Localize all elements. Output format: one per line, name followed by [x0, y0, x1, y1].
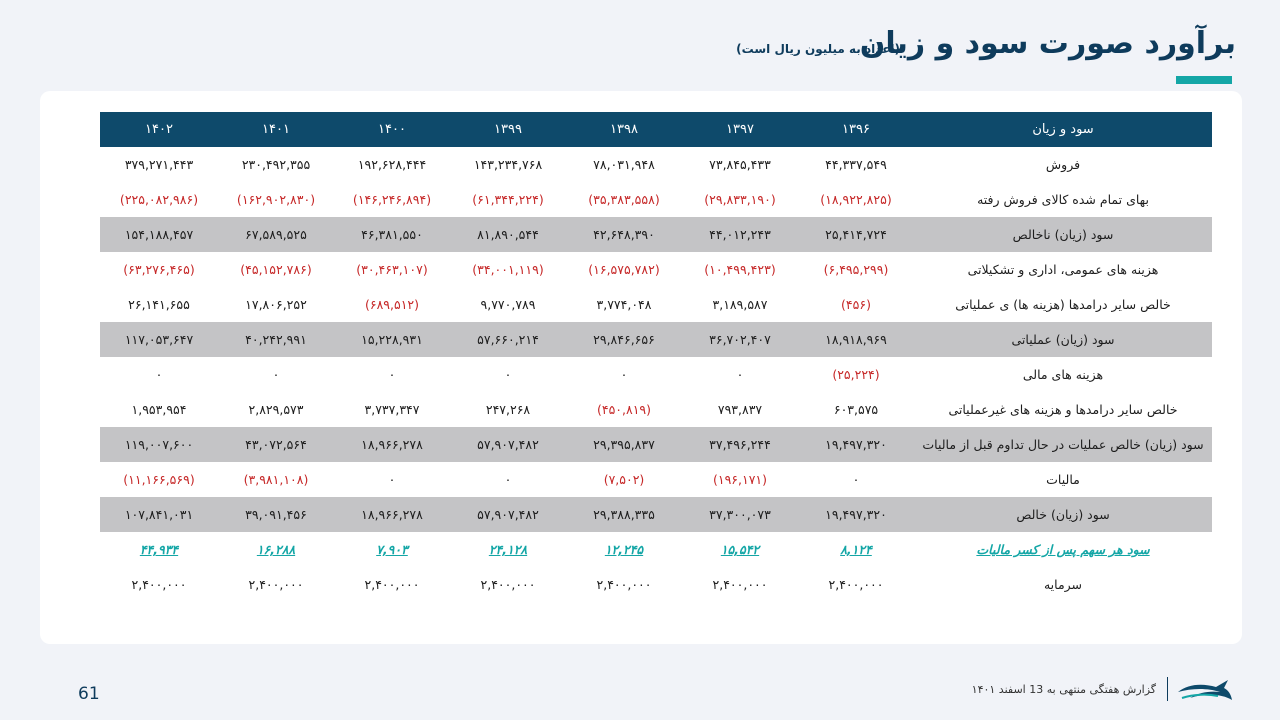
- row-value: (۱۸,۹۲۲,۸۲۵): [820, 192, 892, 207]
- row-value: ۸۱,۸۹۰,۵۴۴: [450, 217, 566, 252]
- row-label: فروش: [1045, 157, 1081, 172]
- row-value: ۴۴,۰۱۲,۲۴۳: [682, 217, 798, 252]
- row-value: (۲۵,۲۲۴): [832, 367, 880, 382]
- row-value: ۶۰۳,۵۷۵: [833, 402, 879, 417]
- row-value: ۴۴,۹۳۴: [139, 542, 179, 557]
- row-value: ۲۶,۱۴۱,۶۵۵: [128, 297, 190, 312]
- table-row: [100, 462, 1212, 497]
- row-value: (۶۳,۲۷۶,۴۶۵): [123, 262, 195, 277]
- table-row: [100, 287, 1212, 322]
- row-value: (۲۹,۸۳۳,۱۹۰): [704, 192, 776, 207]
- row-value: (۶۱,۳۴۴,۲۲۴): [472, 192, 544, 207]
- row-value: ۰: [272, 367, 280, 382]
- row-value: ۱۷,۸۰۶,۲۵۲: [245, 297, 307, 312]
- row-value: ۱۱۹,۰۰۷,۶۰۰: [100, 427, 218, 462]
- column-header-year: ۱۳۹۹: [450, 112, 566, 147]
- row-value: ۲,۴۰۰,۰۰۰: [712, 577, 768, 592]
- row-label: سود (زیان) خالص: [914, 497, 1212, 532]
- row-value: (۳۵,۳۸۳,۵۵۸): [588, 192, 660, 207]
- page-number: 61: [78, 684, 100, 704]
- row-value: (۴۵,۱۵۲,۷۸۶): [240, 262, 312, 277]
- row-value: ۱۵۴,۱۸۸,۴۵۷: [100, 217, 218, 252]
- row-value: ۱۲,۲۴۵: [604, 542, 644, 557]
- row-value: ۱۹,۴۹۷,۳۲۰: [798, 497, 914, 532]
- row-label: بهای تمام شده کالای فروش رفته: [977, 192, 1149, 207]
- row-value: ۴۴,۳۳۷,۵۴۹: [825, 157, 887, 172]
- row-value: ۲,۸۲۹,۵۷۳: [248, 402, 304, 417]
- table-header-row: [100, 112, 1212, 147]
- row-label: سود (زیان) عملیاتی: [914, 322, 1212, 357]
- row-value: (۳,۹۸۱,۱۰۸): [243, 472, 309, 487]
- row-label: سود (زیان) ناخالص: [914, 217, 1212, 252]
- row-value: ۰: [504, 472, 512, 487]
- row-value: ۰: [388, 472, 396, 487]
- row-label: مالیات: [1046, 472, 1080, 487]
- row-value: (۷,۵۰۲): [603, 472, 645, 487]
- column-header-year: ۱۳۹۶: [798, 112, 914, 147]
- row-value: ۱۹۲,۶۲۸,۴۴۴: [357, 157, 427, 172]
- row-value: ۱۵,۲۲۸,۹۳۱: [334, 322, 450, 357]
- row-value: ۳,۷۳۷,۳۴۷: [364, 402, 420, 417]
- row-value: (۳۰,۴۶۳,۱۰۷): [356, 262, 428, 277]
- column-header-label: سود و زیان: [914, 112, 1212, 147]
- row-value: ۲,۴۰۰,۰۰۰: [364, 577, 420, 592]
- row-value: ۲۴۷,۲۶۸: [485, 402, 531, 417]
- column-header-year: ۱۴۰۱: [218, 112, 334, 147]
- row-value: (۲۲۵,۰۸۲,۹۸۶): [119, 192, 199, 207]
- row-value: ۰: [504, 367, 512, 382]
- row-value: ۱۴۳,۲۳۴,۷۶۸: [473, 157, 543, 172]
- row-label: سود هر سهم پس از کسر مالیات: [976, 542, 1150, 557]
- table-row: [100, 392, 1212, 427]
- row-value: (۱۱,۱۶۶,۵۶۹): [123, 472, 195, 487]
- row-value: ۱۰۷,۸۴۱,۰۳۱: [100, 497, 218, 532]
- row-value: (۴۵۰,۸۱۹): [596, 402, 652, 417]
- table-row: [100, 427, 1212, 462]
- table-row: [100, 357, 1212, 392]
- row-value: (۱۶۲,۹۰۲,۸۳۰): [236, 192, 316, 207]
- row-value: ۲,۴۰۰,۰۰۰: [596, 577, 652, 592]
- row-label: خالص سایر درامدها و هزینه های غیرعملیاتی: [948, 402, 1178, 417]
- row-value: ۰: [155, 367, 163, 382]
- row-value: ۰: [388, 367, 396, 382]
- income-statement-table: [100, 112, 1212, 602]
- table-body: [100, 147, 1212, 602]
- row-value: ۶۷,۵۸۹,۵۲۵: [218, 217, 334, 252]
- row-value: ۲۹,۳۹۵,۸۳۷: [566, 427, 682, 462]
- row-value: ۴۰,۲۴۲,۹۹۱: [218, 322, 334, 357]
- table-row: [100, 497, 1212, 532]
- row-value: ۳,۷۷۴,۰۴۸: [596, 297, 652, 312]
- row-value: (۱۶,۵۷۵,۷۸۲): [588, 262, 660, 277]
- row-value: ۵۷,۹۰۷,۴۸۲: [450, 427, 566, 462]
- row-value: (۱۴۶,۲۴۶,۸۹۴): [352, 192, 432, 207]
- row-value: ۵۷,۶۶۰,۲۱۴: [450, 322, 566, 357]
- column-header-year: ۱۳۹۷: [682, 112, 798, 147]
- footer-report-text: گزارش هفتگی منتهی به 13 اسفند ۱۴۰۱: [971, 683, 1156, 696]
- row-value: ۲۵,۴۱۴,۷۲۴: [798, 217, 914, 252]
- row-label: هزینه های مالی: [1022, 367, 1104, 382]
- row-value: ۷,۹۰۳: [376, 542, 408, 557]
- row-value: ۲,۴۰۰,۰۰۰: [248, 577, 304, 592]
- row-value: ۲۹,۳۸۸,۳۳۵: [566, 497, 682, 532]
- row-value: ۰: [852, 472, 860, 487]
- row-value: (۱۰,۴۹۹,۴۲۳): [704, 262, 776, 277]
- row-value: ۴۲,۶۴۸,۳۹۰: [566, 217, 682, 252]
- table-row: [100, 532, 1212, 567]
- table-row: [100, 567, 1212, 602]
- row-value: ۲,۴۰۰,۰۰۰: [828, 577, 884, 592]
- row-value: ۱۸,۹۶۶,۲۷۸: [334, 427, 450, 462]
- row-value: ۰: [620, 367, 628, 382]
- row-value: ۰: [736, 367, 744, 382]
- table-row: [100, 217, 1212, 252]
- row-label: سرمایه: [1043, 577, 1083, 592]
- column-header-year: ۱۳۹۸: [566, 112, 682, 147]
- table-row: [100, 252, 1212, 287]
- row-value: (۱۹۶,۱۷۱): [712, 472, 768, 487]
- table-row: [100, 322, 1212, 357]
- row-value: ۱۸,۹۶۶,۲۷۸: [334, 497, 450, 532]
- row-value: ۲۹,۸۴۶,۶۵۶: [566, 322, 682, 357]
- page-subtitle: (اعداد به میلیون ریال است): [736, 42, 900, 56]
- row-value: ۱۶,۲۸۸: [256, 542, 296, 557]
- row-value: ۱۹,۴۹۷,۳۲۰: [798, 427, 914, 462]
- row-value: ۳۷,۴۹۶,۲۴۴: [682, 427, 798, 462]
- table-card: [40, 91, 1242, 644]
- row-value: ۳,۱۸۹,۵۸۷: [712, 297, 768, 312]
- row-value: ۲۳۰,۴۹۲,۳۵۵: [241, 157, 311, 172]
- row-value: (۶۸۹,۵۱۲): [364, 297, 420, 312]
- row-label: خالص سایر درامدها (هزینه ها) ی عملیاتی: [955, 297, 1171, 312]
- row-value: ۱۱۷,۰۵۳,۶۴۷: [100, 322, 218, 357]
- row-value: ۹,۷۷۰,۷۸۹: [480, 297, 536, 312]
- row-value: ۳۷۹,۲۷۱,۴۴۳: [124, 157, 194, 172]
- row-value: ۳۷,۳۰۰,۰۷۳: [682, 497, 798, 532]
- bird-logo-icon: [1176, 674, 1234, 704]
- row-value: (۶,۴۹۵,۲۹۹): [823, 262, 889, 277]
- row-value: ۷۸,۰۳۱,۹۴۸: [593, 157, 655, 172]
- page-title: برآورد صورت سود و زیان: [859, 26, 1236, 61]
- row-value: ۱,۹۵۳,۹۵۴: [131, 402, 187, 417]
- row-value: ۷۳,۸۴۵,۴۳۳: [709, 157, 771, 172]
- table-row: [100, 147, 1212, 182]
- row-label: هزینه های عمومی، اداری و تشکیلاتی: [967, 262, 1159, 277]
- column-header-year: ۱۴۰۰: [334, 112, 450, 147]
- row-value: (۴۵۶): [841, 297, 871, 312]
- row-value: ۲,۴۰۰,۰۰۰: [480, 577, 536, 592]
- row-value: ۳۹,۰۹۱,۴۵۶: [218, 497, 334, 532]
- row-value: ۴۶,۳۸۱,۵۵۰: [334, 217, 450, 252]
- row-value: ۴۳,۰۷۲,۵۶۴: [218, 427, 334, 462]
- row-value: ۱۵,۵۴۲: [720, 542, 760, 557]
- row-value: ۲۴,۱۲۸: [488, 542, 528, 557]
- row-value: ۷۹۳,۸۳۷: [717, 402, 763, 417]
- footer-divider: [1167, 677, 1168, 701]
- row-value: (۳۴,۰۰۱,۱۱۹): [472, 262, 544, 277]
- row-value: ۳۶,۷۰۲,۴۰۷: [682, 322, 798, 357]
- row-value: ۲,۴۰۰,۰۰۰: [131, 577, 187, 592]
- row-label: سود (زیان) خالص عملیات در حال تداوم قبل از مالیات: [914, 427, 1212, 462]
- row-value: ۱۸,۹۱۸,۹۶۹: [798, 322, 914, 357]
- row-value: ۸,۱۲۴: [840, 542, 872, 557]
- table-row: [100, 182, 1212, 217]
- column-header-year: ۱۴۰۲: [100, 112, 218, 147]
- title-accent-bar: [1176, 76, 1232, 84]
- row-value: ۵۷,۹۰۷,۴۸۲: [450, 497, 566, 532]
